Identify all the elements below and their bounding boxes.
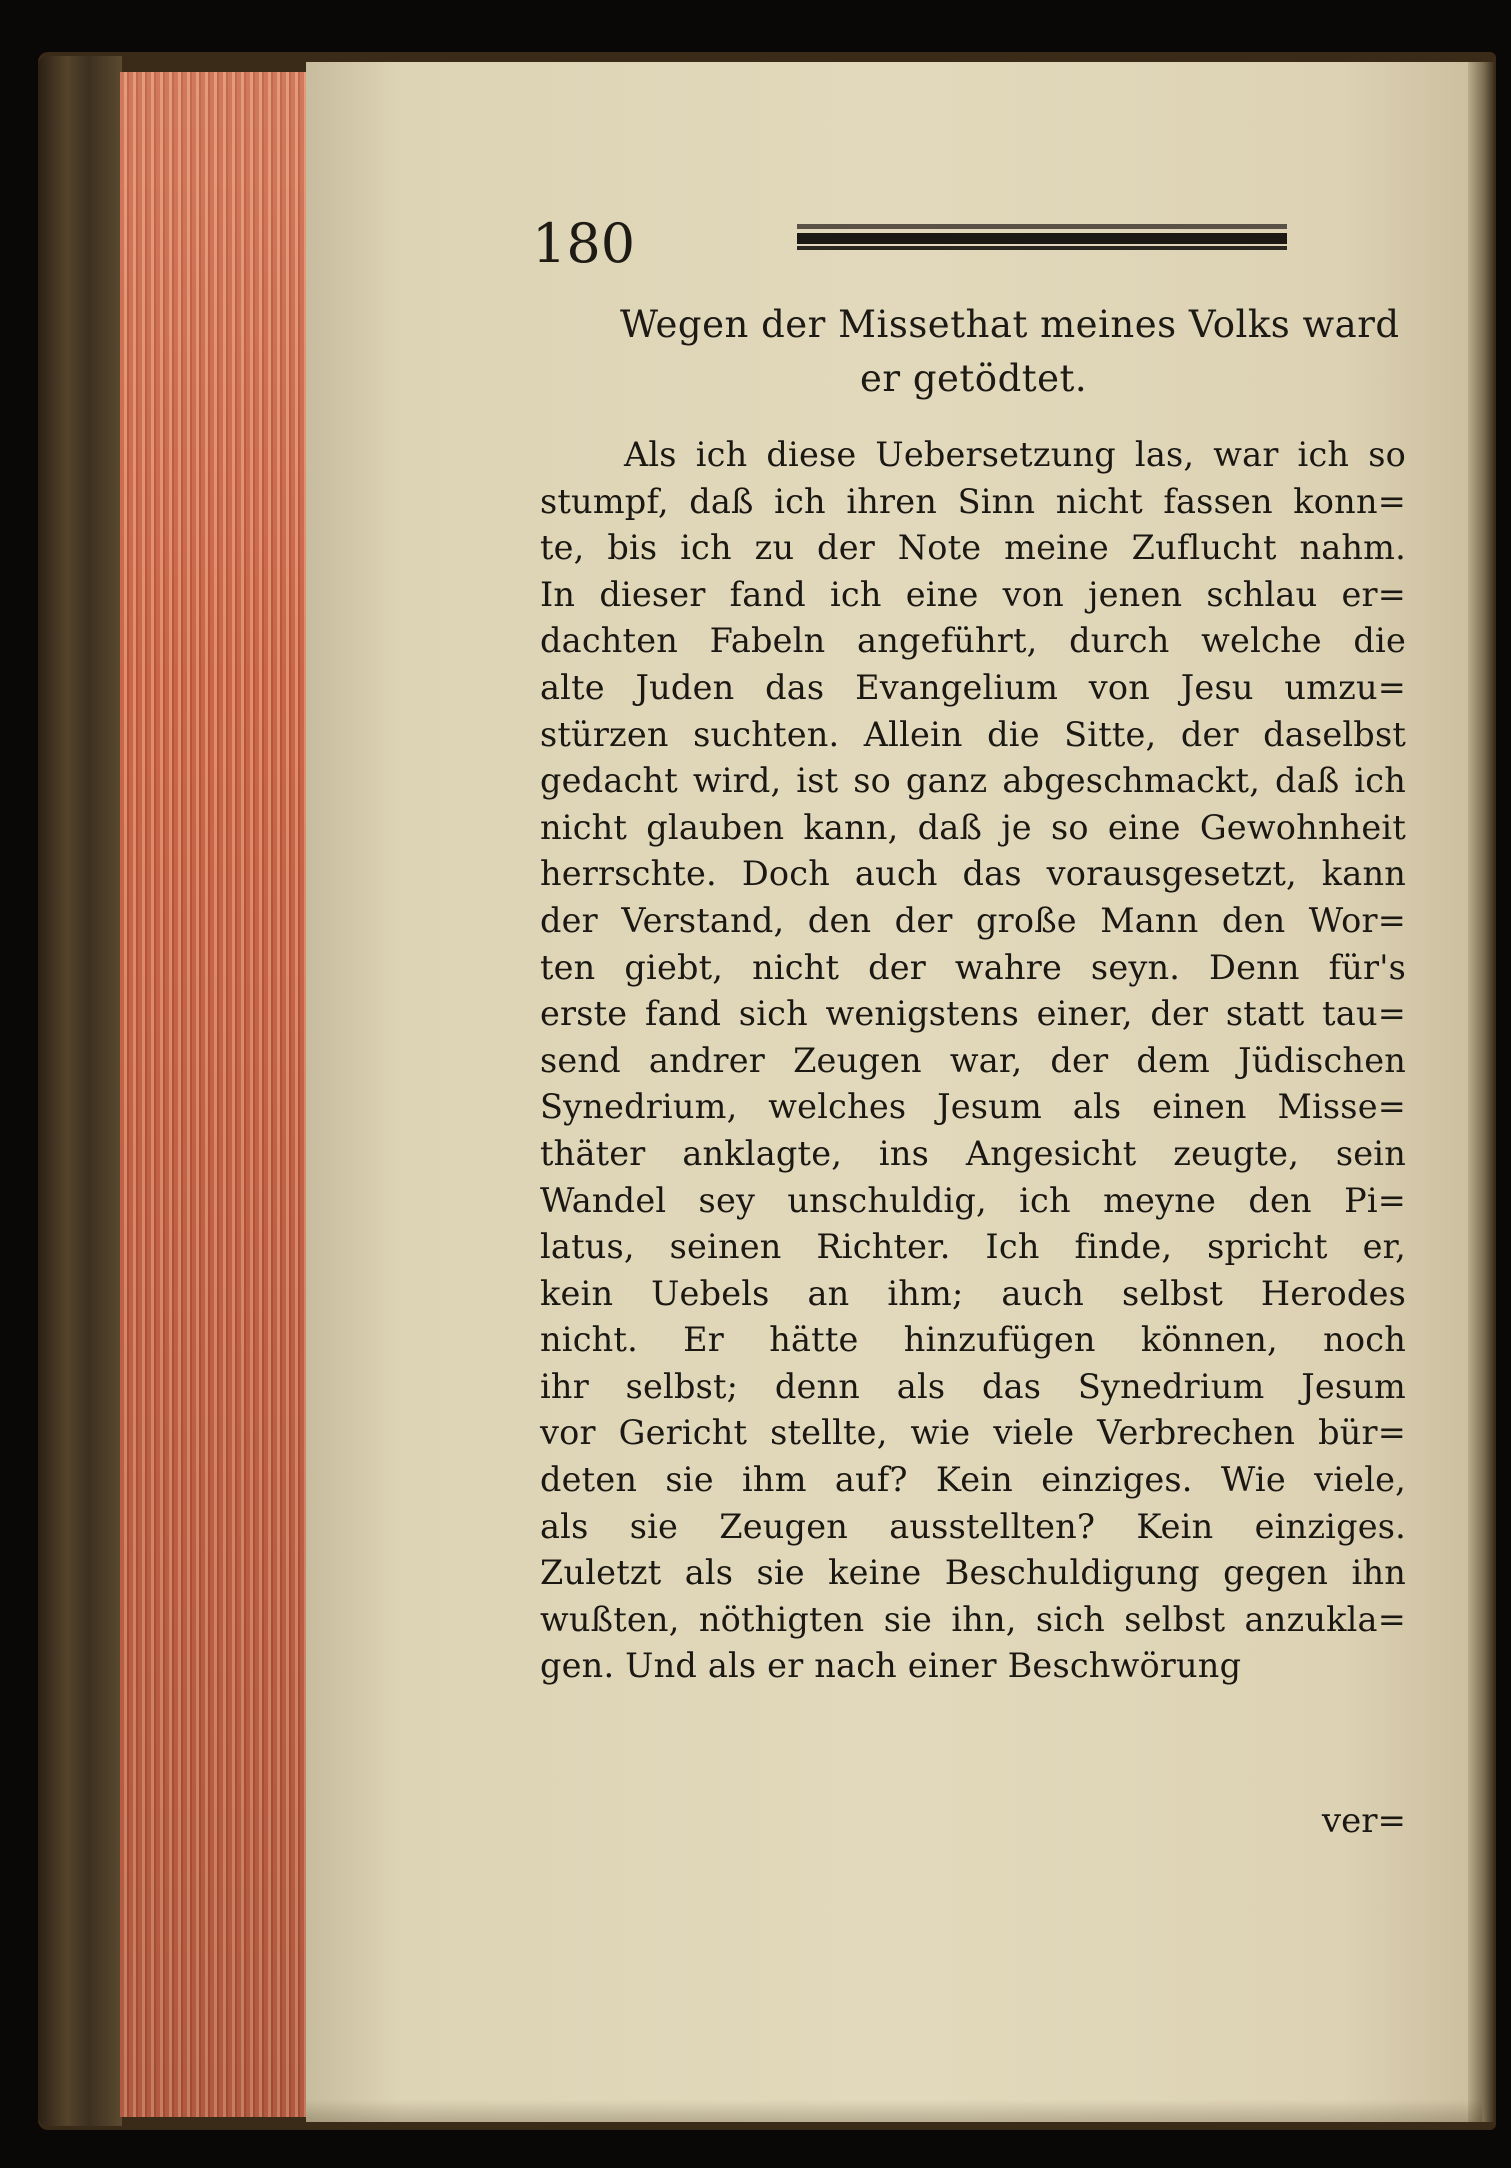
text-line: alte Juden das Evangelium von Jesu umzu= [540,667,1406,707]
text-line: vor Gericht stellte, wie viele Verbrechen bür= [540,1413,1406,1453]
text-line: wußten, nöthigten sie ihn, sich selbst anzukla= [540,1599,1406,1639]
text-line: gen. Und als er nach einer Beschwörung [540,1646,1242,1686]
text-line: Als ich diese Uebersetzung las, war ich so [624,435,1406,474]
text-line: Zuletzt als sie keine Beschuldigung gegen ihn [540,1553,1406,1593]
heading-line-1: Wegen der Missethat meines Volks ward [620,303,1400,346]
page-bottom-shadow [306,2100,1482,2122]
book-cover-edge [38,56,122,2126]
page-number: 180 [532,212,636,275]
ornamental-rule [797,224,1287,250]
text-line: dachten Fabeln angeführt, durch welche die [540,621,1406,661]
text-line: ihr selbst; denn als das Synedrium Jesum [540,1366,1406,1406]
text-line: te, bis ich zu der Note meine Zuflucht nahm. [540,528,1406,568]
page-header [532,212,1402,276]
section-heading [620,298,1405,406]
catchword: ver= [1321,1801,1406,1841]
rule-bottom-line [797,246,1287,250]
text-line: stürzen suchten. Allein die Sitte, der daselbst [540,714,1406,754]
text-line: nicht. Er hätte hinzufügen können, noch [540,1320,1406,1360]
text-line: deten sie ihm auf? Kein einziges. Wie viele, [540,1460,1406,1500]
text-line: kein Uebels an ihm; auch selbst Herodes [540,1273,1406,1313]
text-line: Wandel sey unschuldig, ich meyne den Pi= [540,1180,1406,1220]
text-line: In dieser fand ich eine von jenen schlau er= [540,574,1406,614]
text-line: der Verstand, den der große Mann den Wor= [540,900,1406,940]
text-line: stumpf, daß ich ihren Sinn nicht fassen konn= [540,481,1406,521]
book-gutter [1468,62,1494,2122]
text-line: ten giebt, nicht der wahre seyn. Denn für's [540,947,1406,987]
text-line: erste fand sich wenigstens einer, der statt tau= [540,994,1406,1034]
text-line: thäter anklagte, ins Angesicht zeugte, sein [540,1133,1406,1173]
text-line: send andrer Zeugen war, der dem Jüdischen [540,1040,1406,1080]
body-text [540,432,1406,1690]
rule-thin-line [797,224,1287,229]
text-line: herrschte. Doch auch das vorausgesetzt, kann [540,854,1406,894]
text-line: gedacht wird, ist so ganz abgeschmackt, daß ich [540,761,1406,801]
heading-line-2: er getödtet. [860,357,1088,400]
rule-thick-line [797,233,1287,244]
text-line: Synedrium, welches Jesum als einen Misse= [540,1087,1406,1127]
text-line: latus, seinen Richter. Ich finde, spricht er, [540,1227,1406,1267]
page-edges-shade [120,72,306,2117]
text-line: als sie Zeugen ausstellten? Kein einziges. [540,1506,1406,1546]
text-line: nicht glauben kann, daß je so eine Gewohnheit [540,807,1406,847]
